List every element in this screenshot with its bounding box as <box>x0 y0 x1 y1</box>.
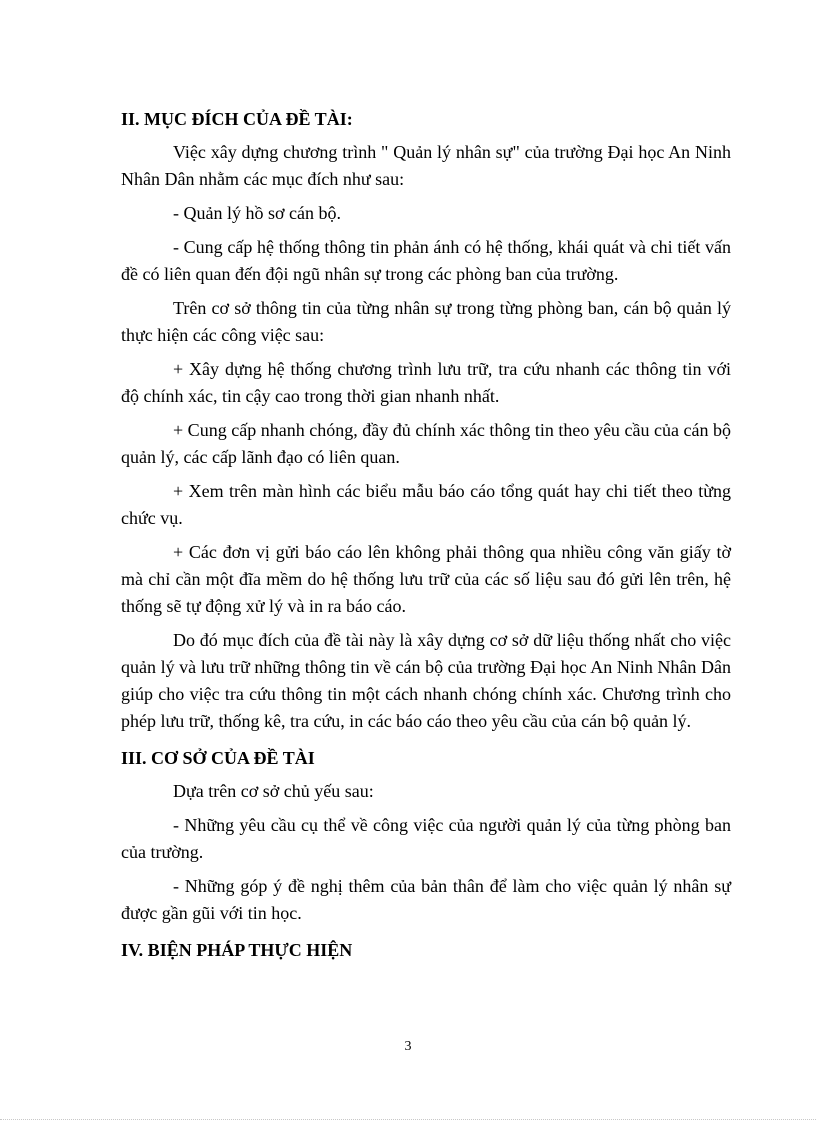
paragraph: - Quản lý hồ sơ cán bộ. <box>173 203 341 223</box>
paragraph: - Những yêu cầu cụ thể về công việc của người quản lý của từng phòng ban của trường. <box>121 815 731 862</box>
paragraph: Do đó mục đích của đề tài này là xây dựng cơ sở dữ liệu thống nhất cho việc quản lý và lưu trữ những thông tin về cán bộ của trường Đại học An Ninh Nhân Dân giúp cho việc tra cứu thông tin một cách nhanh chóng chính xác. Chương trình cho phép lưu trữ, thống kê, tra cứu, in các báo cáo theo yêu cầu của cán bộ quản lý. <box>121 630 731 731</box>
paragraph: - Cung cấp hệ thống thông tin phản ánh có hệ thống, khái quát và chi tiết vấn đề có liên quan đến đội ngũ nhân sự trong các phòng ban của trường. <box>121 237 731 284</box>
paragraph: - Những góp ý đề nghị thêm của bản thân để làm cho việc quản lý nhân sự được gần gũi với tin học. <box>121 876 731 923</box>
section-heading-purpose: II. MỤC ĐÍCH CỦA ĐỀ TÀI: <box>121 109 353 129</box>
page-number: 3 <box>404 1039 412 1054</box>
paragraph: + Xem trên màn hình các biểu mẫu báo cáo tổng quát hay chi tiết theo từng chức vụ. <box>121 481 731 528</box>
section-heading-measures: IV. BIỆN PHÁP THỰC HIỆN <box>121 940 353 960</box>
paragraph: Trên cơ sở thông tin của từng nhân sự trong từng phòng ban, cán bộ quản lý thực hiện các công việc sau: <box>121 298 731 345</box>
page-bottom-border <box>0 1119 816 1121</box>
paragraph: + Các đơn vị gửi báo cáo lên không phải thông qua nhiều công văn giấy tờ mà chỉ cần một đĩa mềm do hệ thống lưu trữ của các số liệu sau đó gửi lên trên, hệ thống sẽ tự động xử lý và in ra báo cáo. <box>121 542 731 616</box>
paragraph: Dựa trên cơ sở chủ yếu sau: <box>173 781 374 801</box>
paragraph: Việc xây dựng chương trình " Quản lý nhân sự" của trường Đại học An Ninh Nhân Dân nhằm các mục đích như sau: <box>121 142 731 189</box>
paragraph: + Xây dựng hệ thống chương trình lưu trữ, tra cứu nhanh các thông tin với độ chính xác, tin cậy cao trong thời gian nhanh nhất. <box>121 359 731 406</box>
section-heading-basis: III. CƠ SỞ CỦA ĐỀ TÀI <box>121 748 315 768</box>
paragraph: + Cung cấp nhanh chóng, đầy đủ chính xác thông tin theo yêu cầu của cán bộ quản lý, các cấp lãnh đạo có liên quan. <box>121 420 731 467</box>
page-content <box>121 106 731 963</box>
